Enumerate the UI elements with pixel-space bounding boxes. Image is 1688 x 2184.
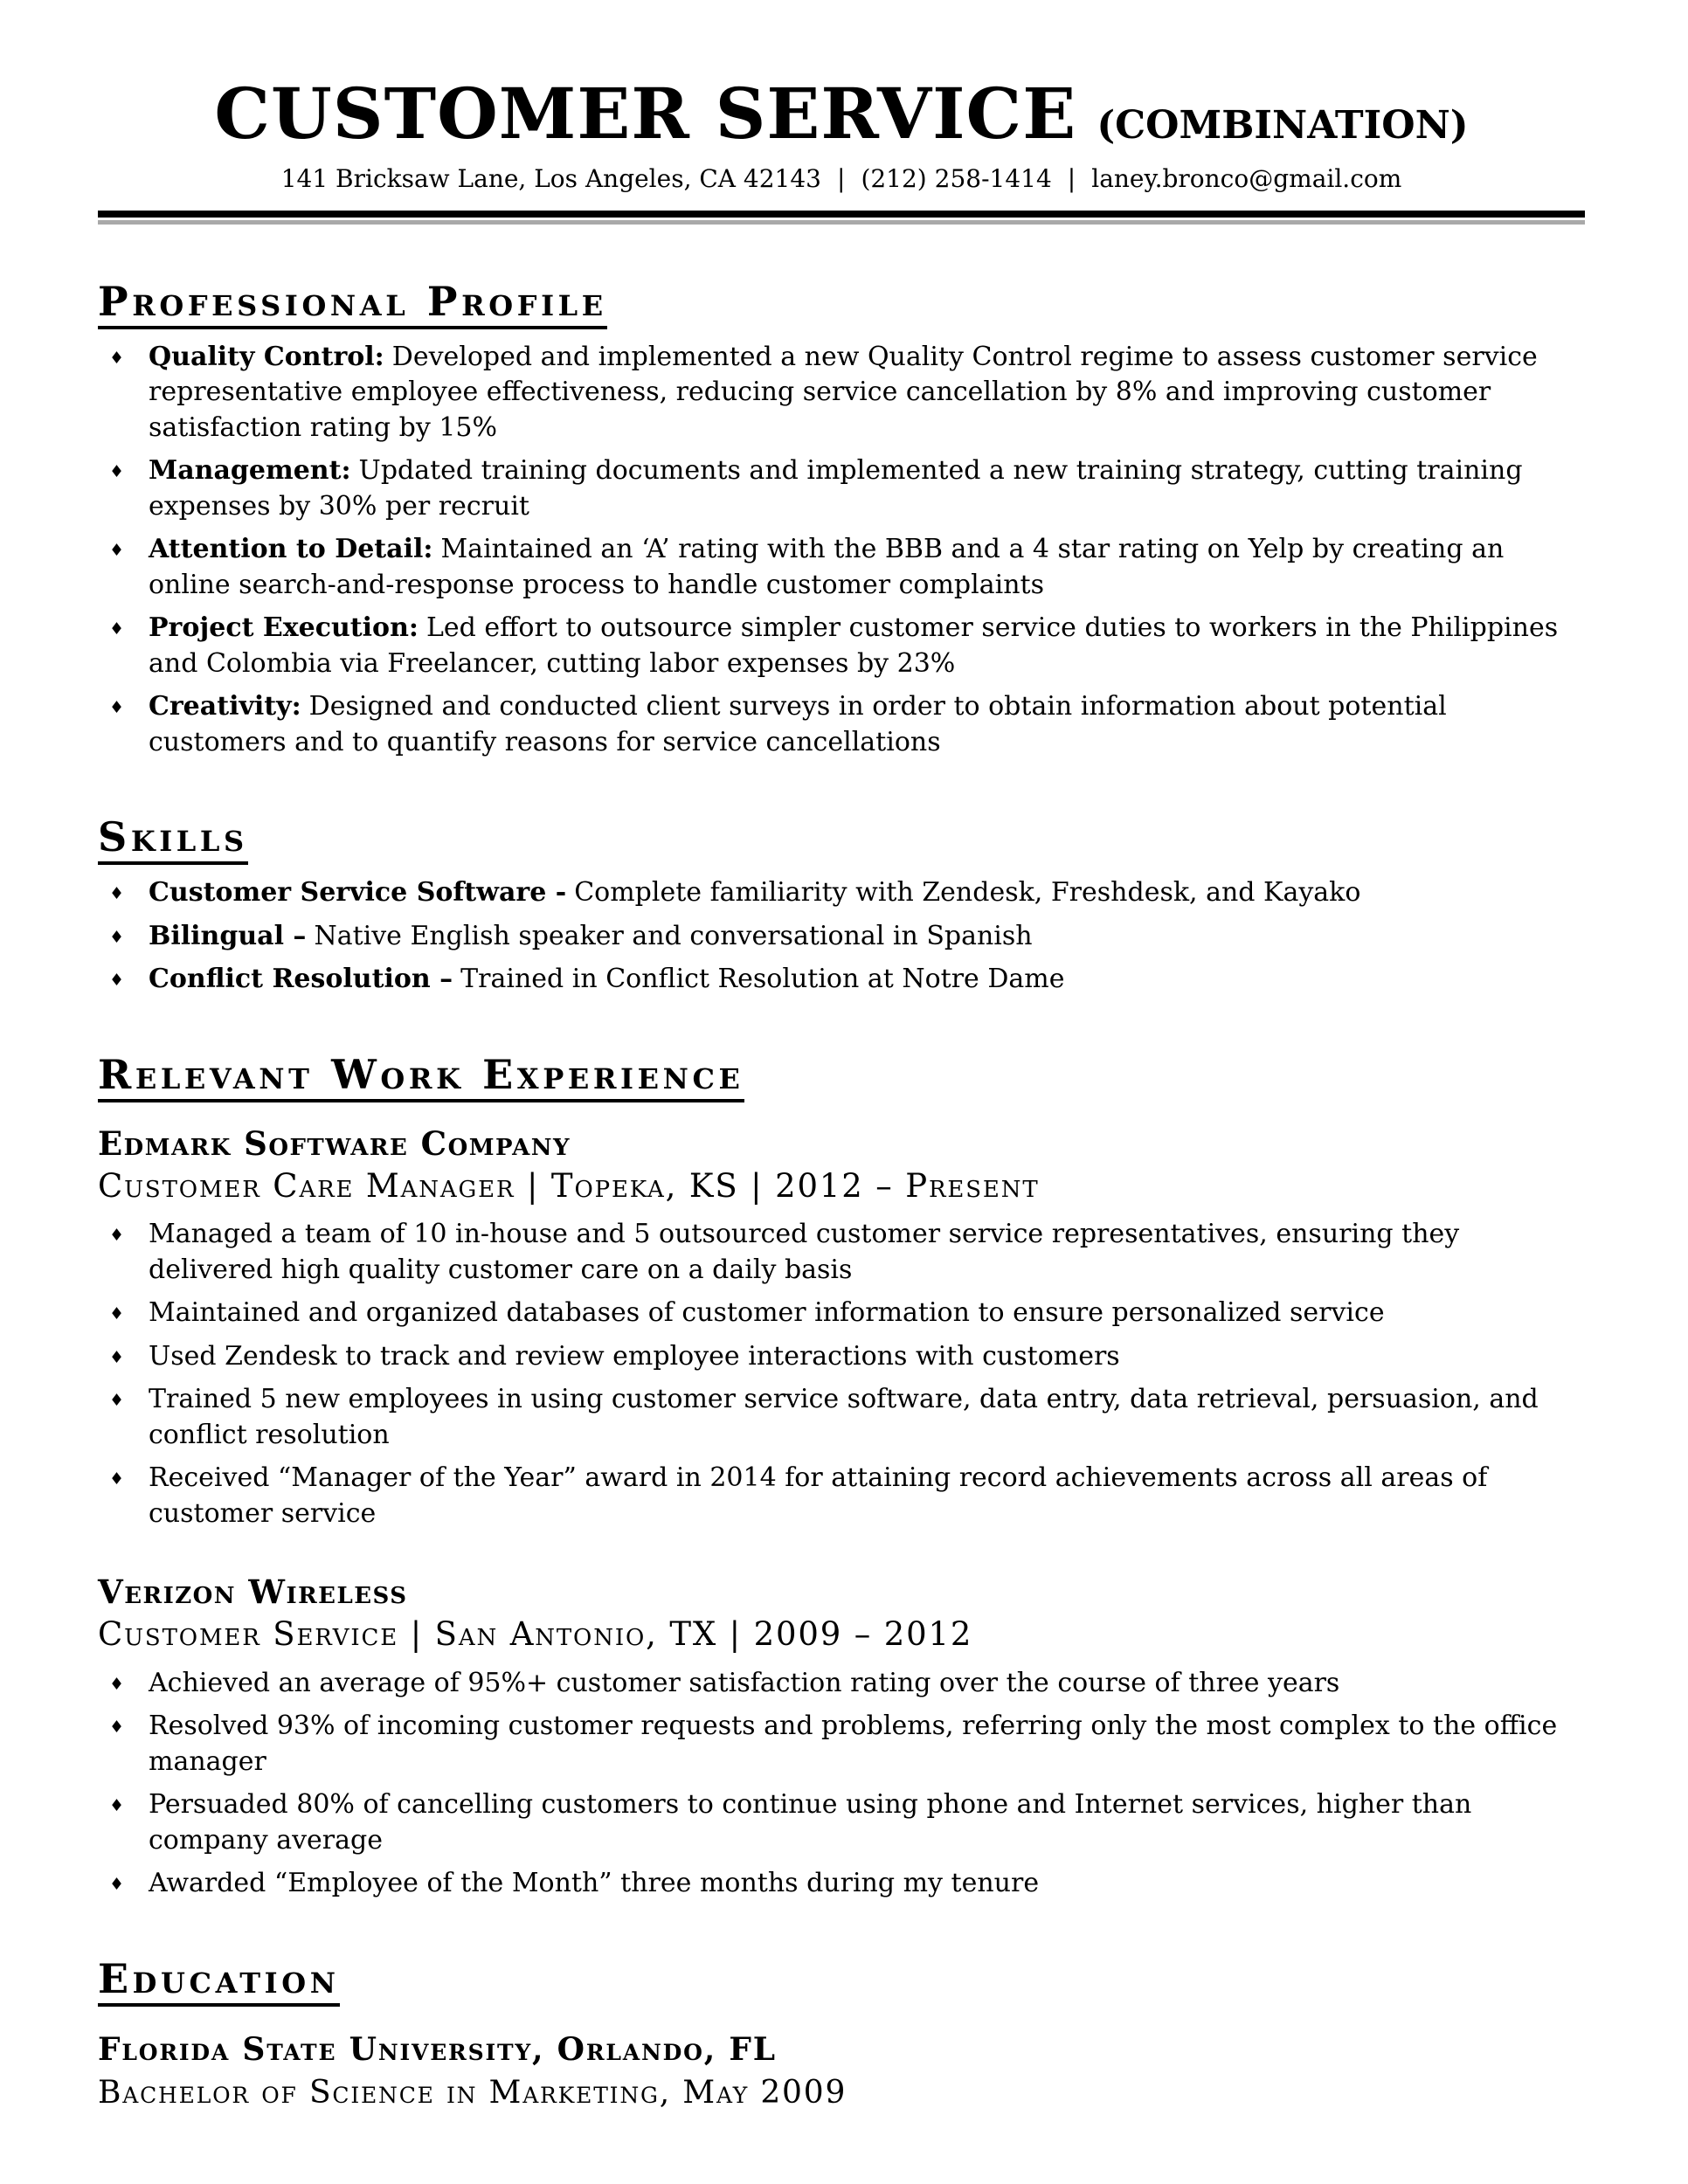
education-degree: Bachelor of Science in Marketing, May 2009 — [98, 2075, 847, 2111]
bullet-content — [149, 689, 1585, 760]
contact-separator: | — [1067, 164, 1076, 193]
bullet-content — [149, 962, 1585, 998]
bullet-content — [149, 611, 1585, 681]
diamond-bullet-icon: ♦ — [109, 348, 125, 368]
bullet-text: Trained in Conflict Resolution at Notre Dame — [460, 964, 1065, 995]
section-heading-education: Education — [98, 1956, 340, 2007]
bullet-text: Complete familiarity with Zendesk, Freshdesk, and Kayako — [574, 877, 1361, 909]
contact-separator: | — [837, 164, 846, 193]
diamond-bullet-icon: ♦ — [109, 698, 125, 718]
bullet-lead: Attention to Detail: — [149, 534, 433, 565]
divider-thin-line — [98, 220, 1585, 225]
bullet-text: Updated training documents and implemented a new training strategy, cutting training expenses by 30% per recruit — [149, 455, 1523, 522]
skills-bullet-list — [98, 875, 1585, 998]
role-line: Customer Care Manager | Topeka, KS | 2012 – Present — [98, 1166, 1040, 1205]
job-bullet-list — [98, 1217, 1585, 1531]
contact-email: laney.bronco@gmail.com — [1091, 164, 1402, 193]
bullet-lead: Management: — [149, 455, 351, 487]
bullet-text: Trained 5 new employees in using customer service software, data entry, data retrieval, persuasion, and conflict resolution — [149, 1384, 1539, 1450]
diamond-bullet-icon: ♦ — [109, 1796, 125, 1816]
diamond-bullet-icon: ♦ — [109, 1875, 125, 1895]
company-name: Edmark Software Company — [98, 1123, 571, 1163]
title-main: CUSTOMER SERVICE — [214, 73, 1077, 155]
resume-header — [98, 73, 1585, 225]
bullet-item — [98, 1866, 1585, 1902]
bullet-text: Developed and implemented a new Quality Control regime to assess customer service representative employee effectiveness, reducing service cancellation by 8% and improving customer satisfaction rating by 15% — [149, 341, 1538, 443]
bullet-text: Received “Manager of the Year” award in 2014 for attaining record achievements across all areas of customer service — [149, 1462, 1488, 1529]
job-verizon-wireless — [98, 1572, 1585, 1902]
contact-phone: (212) 258-1414 — [861, 164, 1052, 193]
bullet-lead: Project Execution: — [149, 612, 419, 644]
bullet-lead: Creativity: — [149, 691, 301, 722]
section-education — [98, 1956, 1585, 2114]
bullet-text: Achieved an average of 95%+ customer satisfaction rating over the course of three years — [149, 1667, 1340, 1698]
section-heading-experience: Relevant Work Experience — [98, 1052, 744, 1102]
bullet-text: Awarded “Employee of the Month” three months during my tenure — [149, 1868, 1040, 1899]
bullet-item — [98, 1339, 1585, 1375]
bullet-text: Led effort to outsource simpler customer service duties to workers in the Philippines and Colombia via Freelancer, cutting labor expenses by 23% — [149, 612, 1559, 679]
bullet-item — [98, 1217, 1585, 1288]
diamond-bullet-icon: ♦ — [109, 884, 125, 904]
job-edmark-software — [98, 1123, 1585, 1532]
education-school: Florida State University, Orlando, FL — [98, 2030, 777, 2068]
bullet-content — [149, 340, 1585, 446]
diamond-bullet-icon: ♦ — [109, 927, 125, 947]
bullet-lead: Conflict Resolution – — [149, 964, 453, 995]
header-divider — [98, 211, 1585, 225]
diamond-bullet-icon: ♦ — [109, 462, 125, 482]
bullet-text: Designed and conducted client surveys in order to obtain information about potential customers and to quantify reasons for service cancellations — [149, 691, 1447, 757]
bullet-item — [98, 689, 1585, 760]
bullet-lead: Customer Service Software - — [149, 877, 567, 909]
bullet-text: Persuaded 80% of cancelling customers to continue using phone and Internet services, higher than company average — [149, 1789, 1472, 1856]
contact-address: 141 Bricksaw Lane, Los Angeles, CA 42143 — [280, 164, 821, 193]
profile-bullet-list — [98, 340, 1585, 761]
section-professional-profile — [98, 279, 1585, 760]
diamond-bullet-icon: ♦ — [109, 1674, 125, 1694]
bullet-content — [149, 453, 1585, 524]
bullet-text: Maintained an ‘A’ rating with the BBB and a 4 star rating on Yelp by creating an online search-and-response process to handle customer complaints — [149, 534, 1505, 600]
resume-title — [98, 73, 1585, 155]
diamond-bullet-icon: ♦ — [109, 1391, 125, 1411]
bullet-item — [98, 875, 1585, 911]
bullet-text: Used Zendesk to track and review employee interactions with customers — [149, 1340, 1120, 1372]
diamond-bullet-icon: ♦ — [109, 1717, 125, 1738]
bullet-text: Resolved 93% of incoming customer requests and problems, referring only the most complex to the office manager — [149, 1711, 1558, 1777]
bullet-lead: Quality Control: — [149, 341, 384, 372]
bullet-item — [98, 532, 1585, 603]
diamond-bullet-icon: ♦ — [109, 619, 125, 639]
diamond-bullet-icon: ♦ — [109, 1304, 125, 1324]
diamond-bullet-icon: ♦ — [109, 971, 125, 991]
diamond-bullet-icon: ♦ — [109, 1347, 125, 1367]
bullet-item — [98, 919, 1585, 955]
bullet-item — [98, 1461, 1585, 1531]
role-line: Customer Service | San Antonio, TX | 2009 – 2012 — [98, 1615, 973, 1654]
bullet-item — [98, 1787, 1585, 1858]
bullet-text: Native English speaker and conversational in Spanish — [314, 920, 1033, 951]
section-experience — [98, 1052, 1585, 1902]
diamond-bullet-icon: ♦ — [109, 541, 125, 561]
section-heading-skills: Skills — [98, 814, 248, 865]
section-heading-professional-profile: Professional Profile — [98, 279, 607, 329]
bullet-item — [98, 340, 1585, 446]
company-name: Verizon Wireless — [98, 1572, 408, 1612]
diamond-bullet-icon: ♦ — [109, 1226, 125, 1246]
bullet-lead: Bilingual – — [149, 920, 307, 951]
bullet-text: Managed a team of 10 in-house and 5 outsourced customer service representatives, ensuring they delivered high quality customer care on a daily basis — [149, 1219, 1460, 1285]
bullet-item — [98, 1296, 1585, 1331]
title-suffix: (COMBINATION) — [1097, 103, 1469, 148]
bullet-content — [149, 875, 1585, 911]
bullet-item — [98, 962, 1585, 998]
divider-thick-line — [98, 211, 1585, 218]
bullet-content — [149, 919, 1585, 955]
bullet-text: Maintained and organized databases of customer information to ensure personalized service — [149, 1297, 1385, 1329]
bullet-item — [98, 1709, 1585, 1780]
bullet-item — [98, 1666, 1585, 1702]
bullet-item — [98, 1382, 1585, 1453]
bullet-content — [149, 532, 1585, 603]
contact-line — [98, 164, 1585, 193]
bullet-item — [98, 611, 1585, 681]
section-skills — [98, 814, 1585, 997]
diamond-bullet-icon: ♦ — [109, 1469, 125, 1489]
bullet-item — [98, 453, 1585, 524]
job-bullet-list — [98, 1666, 1585, 1902]
